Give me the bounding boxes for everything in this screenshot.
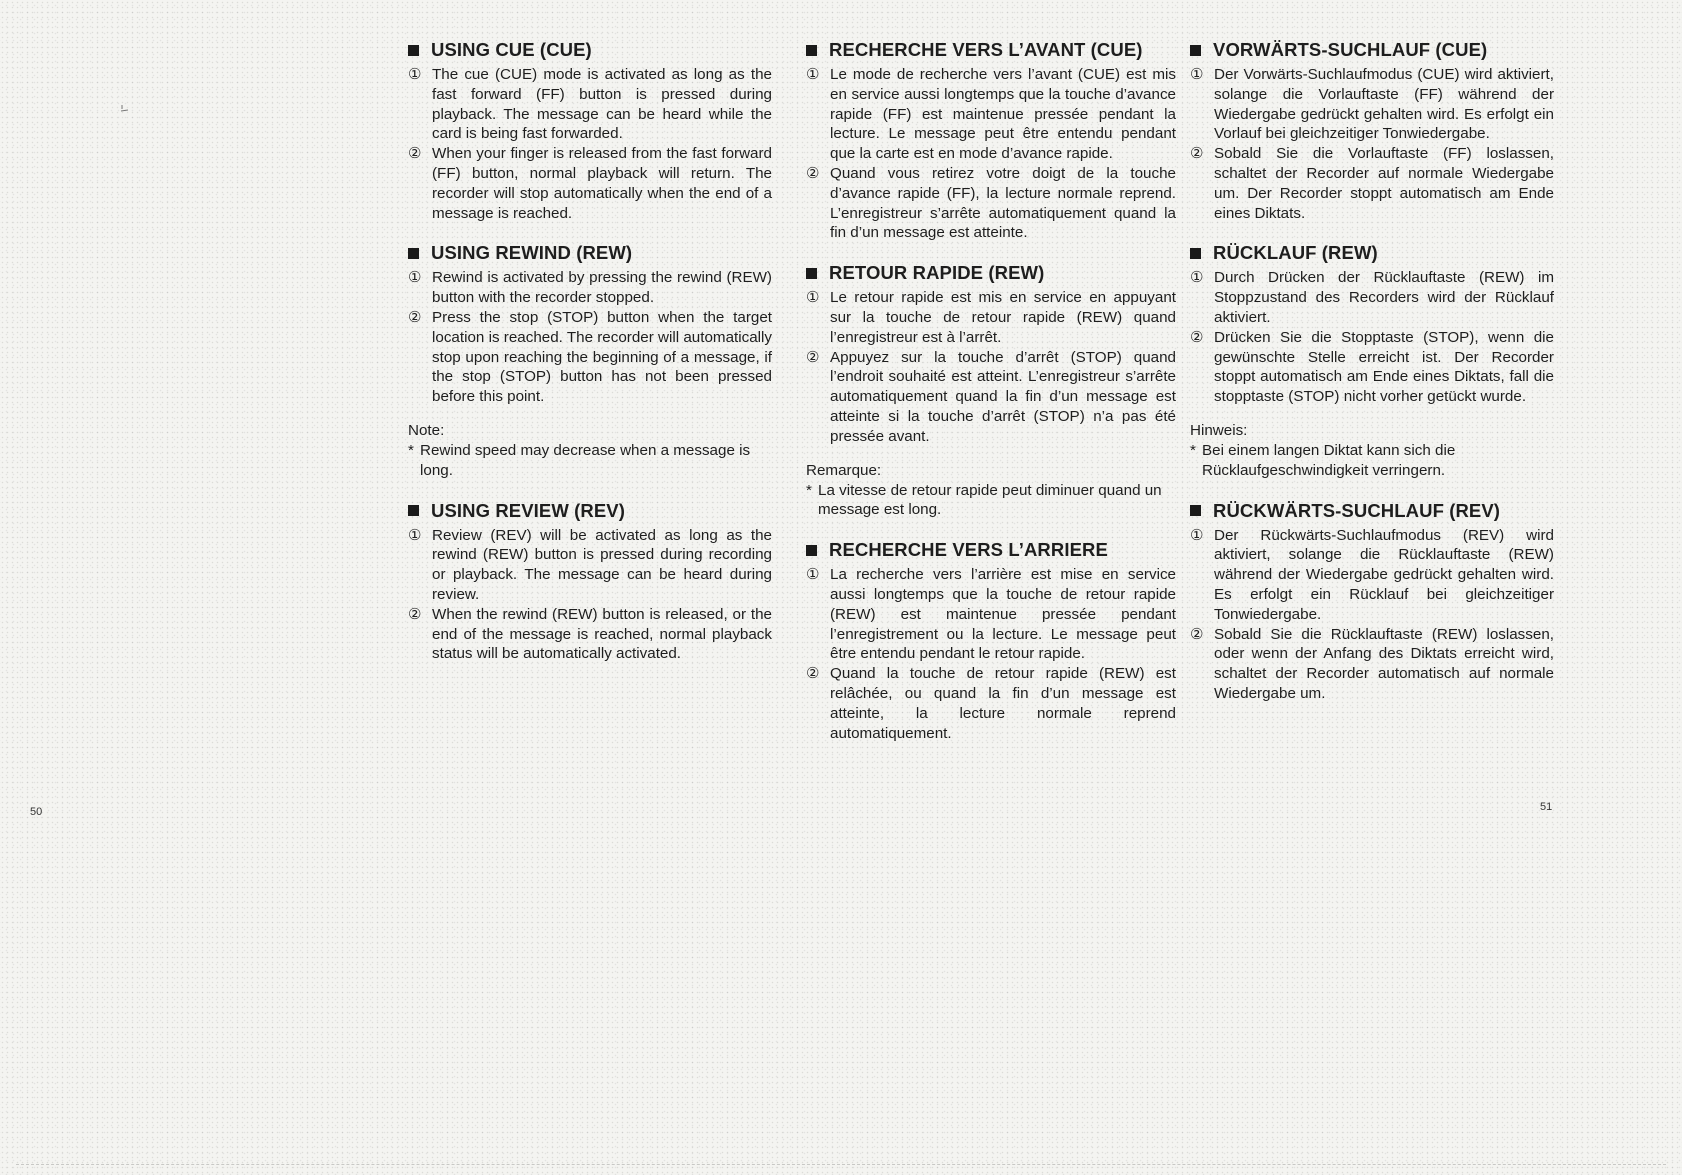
section-recherche-arriere [806,538,1176,743]
square-bullet-icon [1190,505,1201,516]
page-number-right: 51 [1540,801,1553,813]
step-item: ① Der Rückwärts-Suchlaufmodus (REV) wird aktiviert, solange die Rücklauftaste (REW) während der Wiedergabe gedrückt gehalten wird. Es erfolgt ein Rücklauf bei gleichzeitiger Tonwiedergabe. [1190,526,1554,623]
step-item: ① Le retour rapide est mis en service en appuyant sur la touche de retour rapide (REW) quand l’enregistreur est à l’arrêt. [806,289,1176,346]
section-heading: RECHERCHE VERS L’ARRIERE [806,538,1176,562]
section-recherche-avant [806,38,1176,243]
section-ruecklauf [1190,241,1554,480]
step-item: ② Press the stop (STOP) button when the target location is reached. The recorder will automatically stop upon reaching the beginning of a message, if the stop (STOP) button has not been pressed before this point. [408,308,772,406]
column-german [1190,38,1554,722]
column-english [408,38,772,682]
section-heading: USING REVIEW (REV) [408,499,772,523]
section-using-cue [408,38,772,223]
section-heading: RÜCKWÄRTS-SUCHLAUF (REV) [1190,499,1554,523]
note-label: Remarque: [806,461,882,479]
section-heading: USING CUE (CUE) [408,38,772,62]
step-item: ① Review (REV) will be activated as long as the rewind (REW) button is pressed during recording or playback. The message can be heard during review. [408,526,772,603]
section-retour-rapide [806,261,1176,520]
step-item: ② Sobald Sie die Rücklauftaste (REW) loslassen, oder wenn der Anfang des Diktats erreicht wird, schaltet der Recorder automatisch auf normale Wiedergabe um. [1190,625,1554,702]
step-item: ① Rewind is activated by pressing the rewind (REW) button with the recorder stopped. [408,269,772,307]
note-item: * Rewind speed may decrease when a message is long. [408,441,751,479]
section-rueckwaerts-suchlauf [1190,499,1554,704]
section-heading: VORWÄRTS-SUCHLAUF (CUE) [1190,38,1554,62]
square-bullet-icon [408,45,419,56]
square-bullet-icon [408,248,419,259]
step-item: ① La recherche vers l’arrière est mise en service aussi longtemps que la touche de retour rapide (REW) est maintenue pressée pendant l’enregistrement ou la lecture. Le message peut être entendu pendant le retour rapide. [806,566,1176,663]
section-heading: USING REWIND (REW) [408,241,772,265]
step-item: ① Durch Drücken der Rücklauftaste (REW) im Stoppzustand des Recorders wird der Rücklauf aktiviert. [1190,269,1554,326]
step-item: ① Der Vorwärts-Suchlaufmodus (CUE) wird aktiviert, solange die Vorlauftaste (FF) während der Wiedergabe gedrückt gehalten wird. Es erfolgt ein Vorlauf bei gleichzeitiger Tonwiedergabe. [1190,66,1554,143]
step-item: ② Drücken Sie die Stopptaste (STOP), wenn die gewünschte Stelle erreicht ist. Der Recorder stoppt automatisch am Ende eines Diktats, fall die stopptaste (STOP) nicht vorher getückt wurde. [1190,328,1554,406]
step-item: ② Quand vous retirez votre doigt de la touche d’avance rapide (FF), la lecture normale reprend. L’enregistreur s’arrête automatiquement quand la fin d’un message est atteinte. [806,164,1176,242]
square-bullet-icon [1190,248,1201,259]
square-bullet-icon [1190,45,1201,56]
step-item: ② Appuyez sur la touche d’arrêt (STOP) quand l’endroit souhaité est atteint. L’enregistreur s’arrête automatiquement quand la fin d’un message est atteinte si la touche d’arrêt (STOP) n’a pas été pressée avant. [806,348,1176,445]
square-bullet-icon [408,505,419,516]
note-label: Note: [408,421,445,439]
step-item: ② Sobald Sie die Vorlauftaste (FF) loslassen, schaltet der Recorder auf normale Wiedergabe um. Der Recorder stoppt automatisch am Ende eines Diktats. [1190,145,1554,222]
section-heading: RÜCKLAUF (REW) [1190,241,1554,265]
section-vorwaerts-suchlauf [1190,38,1554,223]
step-item: ① The cue (CUE) mode is activated as long as the fast forward (FF) button is pressed during playback. The message can be heard while the card is being fast forwarded. [408,66,772,143]
step-item: ② When your finger is released from the fast forward (FF) button, normal playback will return. The recorder will stop automatically when the end of a message is reached. [408,145,772,222]
section-using-rewind [408,241,772,480]
step-item: ① Le mode de recherche vers l’avant (CUE) est mis en service aussi longtemps que la touche d’avance rapide (FF) est maintenue pressée pendant la lecture. Le message peut être entendu pendant que la carte est en mode d’avance rapide. [806,66,1176,163]
note-item: * La vitesse de retour rapide peut diminuer quand un message est long. [806,481,1162,519]
step-item: ② When the rewind (REW) button is released, or the end of the message is reached, normal playback status will be automatically activated. [408,605,772,663]
column-french [806,38,1176,761]
scan-mark [120,100,130,110]
section-using-review [408,499,772,665]
page-number-left: 50 [30,806,43,818]
note-label: Hinweis: [1190,421,1248,439]
page-edge [16,1164,1666,1165]
step-item: ② Quand la touche de retour rapide (REW) est relâchée, ou quand la fin d’un message est atteinte, la lecture normale reprend automatiquement. [806,665,1176,742]
square-bullet-icon [806,545,817,556]
section-heading: RETOUR RAPIDE (REW) [806,261,1176,285]
note-item: * Bei einem langen Diktat kann sich die Rücklaufgeschwindigkeit verringern. [1190,441,1456,479]
section-heading: RECHERCHE VERS L’AVANT (CUE) [806,38,1176,62]
square-bullet-icon [806,45,817,56]
square-bullet-icon [806,268,817,279]
